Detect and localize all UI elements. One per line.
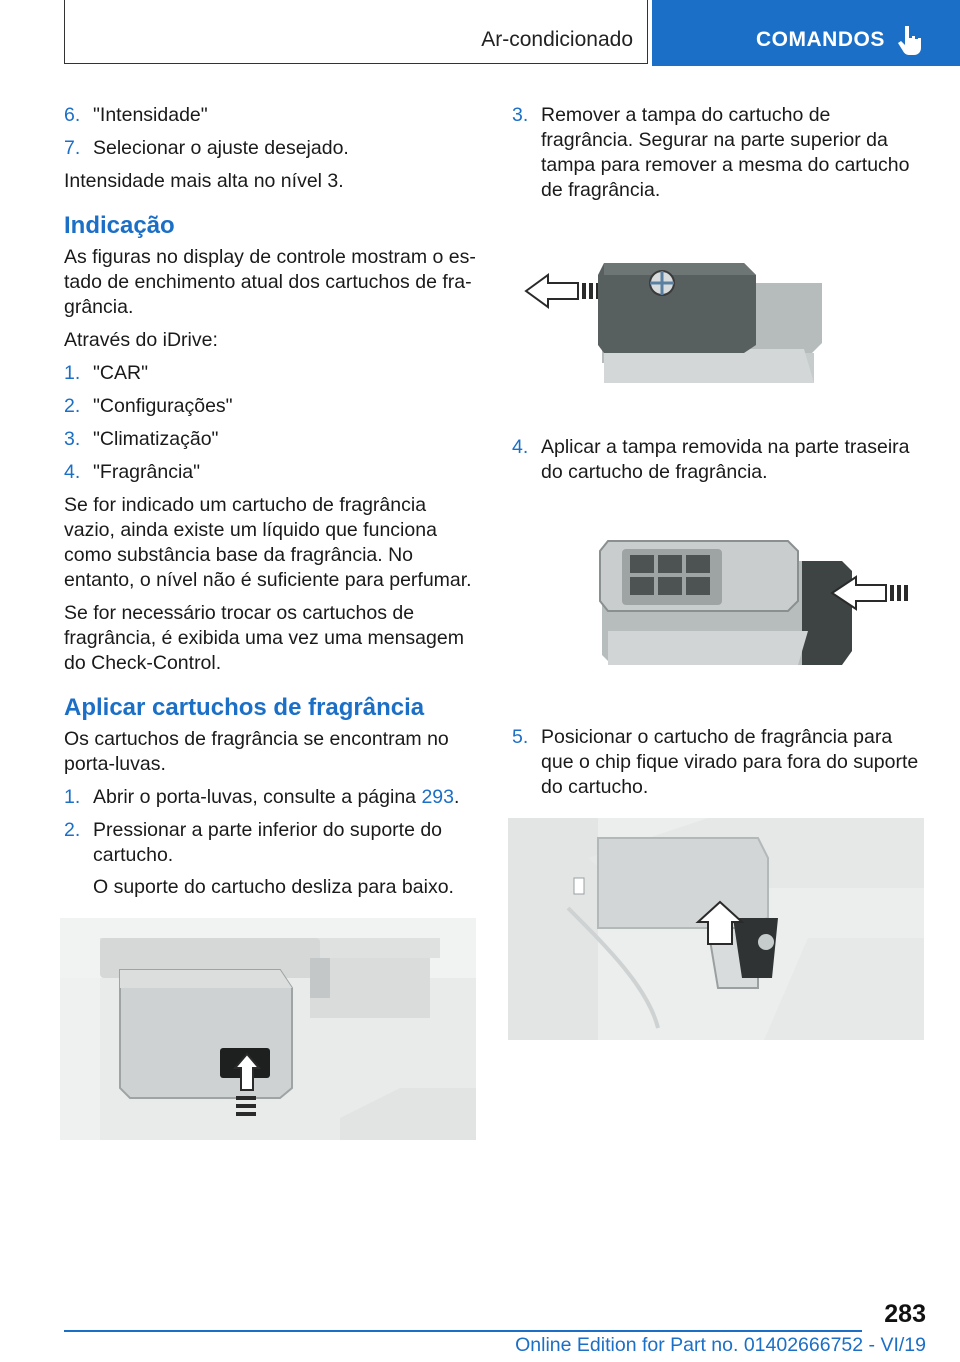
step-2-text: Pressionar a parte inferior do suporte do cartucho. xyxy=(93,819,443,866)
step-number: 3. xyxy=(64,428,81,450)
idrive-step-4 xyxy=(64,460,476,485)
step-number: 2. xyxy=(64,395,81,417)
attach-cap-illustration xyxy=(512,521,926,701)
aplicar-step-3 xyxy=(512,103,926,203)
indicacao-paragraph-2: Através do iDrive: xyxy=(64,329,218,351)
indicacao-paragraph-4: Se for necessário trocar os cartuchos de fragrância, é exibida uma vez uma mensagem do Check-Control. xyxy=(64,602,464,674)
aplicar-step-4 xyxy=(512,435,926,485)
aplicar-step-1 xyxy=(64,785,476,810)
footer-divider xyxy=(64,1330,862,1332)
step-number: 2. xyxy=(64,819,81,841)
idrive-step-2 xyxy=(64,394,476,419)
heading-indicacao: Indicação xyxy=(64,212,175,239)
right-column xyxy=(512,103,926,1040)
step-text: "Climatização" xyxy=(93,428,219,450)
idrive-step-1 xyxy=(64,361,476,386)
aplicar-intro: Os cartuchos de fragrância se encontram no porta-luvas. xyxy=(64,728,449,775)
idrive-step-3 xyxy=(64,427,476,452)
intensity-note: Intensidade mais alta no nível 3. xyxy=(64,170,344,192)
section-title: Ar-condicionado xyxy=(481,28,633,51)
pointing-hand-icon xyxy=(896,24,924,58)
header-section-box xyxy=(64,0,648,64)
step-number: 6. xyxy=(64,104,81,126)
step-6 xyxy=(64,103,476,128)
step-2-result: O suporte do cartucho desliza para baixo. xyxy=(93,876,454,898)
heading-aplicar: Aplicar cartuchos de fragrância xyxy=(64,694,425,721)
step-text: "CAR" xyxy=(93,362,149,384)
glovebox-holder-illustration xyxy=(60,918,476,1140)
step-1-text: Abrir o porta-luvas, consulte a página xyxy=(93,786,417,808)
step-text: Selecionar o ajuste desejado. xyxy=(93,137,349,159)
indicacao-paragraph-1: As figuras no display de controle mostram o estado de enchimento atual dos cartuchos de fragrância. xyxy=(64,246,476,318)
step-number: 4. xyxy=(64,461,81,483)
step-text: Aplicar a tampa removida na parte traseira do cartucho de fragrância. xyxy=(541,436,910,483)
step-number: 7. xyxy=(64,137,81,159)
left-column xyxy=(64,103,476,1140)
edition-note: Online Edition for Part no. 01402666752 - VI/19 xyxy=(515,1334,926,1356)
step-text: "Intensidade" xyxy=(93,104,208,126)
insert-cartridge-illustration xyxy=(508,818,926,1040)
aplicar-step-2 xyxy=(64,818,476,900)
remove-cap-illustration xyxy=(512,253,926,405)
step-number: 1. xyxy=(64,362,81,384)
indicacao-paragraph-3: Se for indicado um cartucho de fragrância vazio, ainda existe um líquido que funciona como substância base da fragrância. No entanto, o nível não é suficiente para perfumar. xyxy=(64,494,472,591)
step-text xyxy=(93,785,476,810)
step-text: Posicionar o cartucho de fragrância para que o chip fique virado para fora do suporte do cartucho. xyxy=(541,726,919,798)
step-text: Remover a tampa do cartucho de fragrância. Segurar na parte superior da tampa para remover a mesma do cartucho de fragrância. xyxy=(541,104,910,201)
chapter-title: COMANDOS xyxy=(756,28,885,51)
chapter-tab[interactable] xyxy=(652,0,960,66)
step-text: "Fragrância" xyxy=(93,461,201,483)
step-number: 1. xyxy=(64,786,81,808)
aplicar-step-5 xyxy=(512,725,926,800)
step-number: 4. xyxy=(512,436,529,458)
step-7 xyxy=(64,136,476,161)
page-number: 283 xyxy=(884,1300,926,1328)
step-1-end: . xyxy=(454,786,460,808)
page-link[interactable]: 293 xyxy=(421,786,454,808)
step-number: 5. xyxy=(512,726,529,748)
step-text: "Configurações" xyxy=(93,395,233,417)
step-number: 3. xyxy=(512,104,529,126)
